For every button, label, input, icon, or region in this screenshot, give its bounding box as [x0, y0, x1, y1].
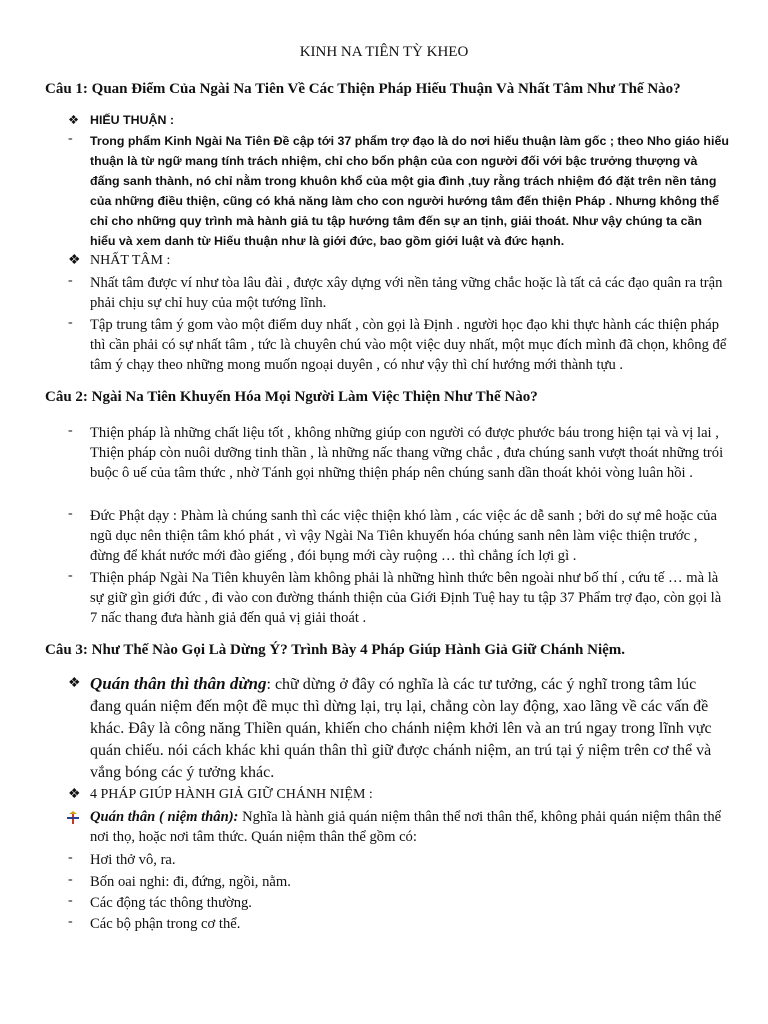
hieu-thuan-heading	[68, 110, 174, 130]
document-title: KINH NA TIÊN TỲ KHEO	[299, 44, 469, 60]
dash-bullet-icon: -	[68, 131, 73, 146]
quan-than-detail	[90, 807, 730, 847]
diamond-bullet-icon: ❖	[68, 676, 81, 691]
question-1-heading: Câu 1: Quan Điểm Của Ngài Na Tiên Về Các Thiện Pháp Hiếu Thuận Và Nhất Tâm Như Thế Nào?	[45, 81, 681, 97]
diamond-bullet-icon: ❖	[68, 787, 81, 802]
dash-bullet-icon: -	[68, 315, 73, 330]
arrow-bullet-icon	[66, 811, 80, 825]
hieu-thuan-paragraph: Trong phẩm Kinh Ngài Na Tiên Đề cập tới 37 phẩm trợ đạo là do nơi hiếu thuận làm gốc ; theo Nho giáo hiếu thuận là từ ngữ mang tính trách nhiệm, chỉ cho bổn phận của con người đối với bậc trưởng thượng và đấng sanh thành, nó chỉ nằm trong khuôn khổ của một gia đình ,tuy rằng trách nhiệm đó đặt trên nền tảng của những điều thiện, cũng có khả năng làm cho con người hướng tâm đến thiện Pháp . Nhưng không thể chỉ cho những quy trình mà hành giả tu tập hướng tâm đến sự an tịnh, giải thoát. Như vậy chúng ta cần hiểu và xem danh từ Hiếu thuận như là giới đức, bao gồm giới luật và đức hạnh.	[90, 134, 729, 248]
dash-bullet-icon: -	[68, 872, 73, 887]
question-2-heading: Câu 2: Ngài Na Tiên Khuyến Hóa Mọi Người Làm Việc Thiện Như Thế Nào?	[45, 389, 538, 405]
dash-bullet-icon: -	[68, 506, 73, 521]
dash-bullet-icon: -	[68, 423, 73, 438]
q2-paragraph-3: Thiện pháp Ngài Na Tiên khuyên làm không phải là những hình thức bên ngoài như bố thí , cứu tế … mà là sự giữ gìn giới đức , đi vào con đường thánh thiện của Giới Định Tuệ hay tu tập 37 Phẩm trợ đạo, còn gọi là 7 nấc thang đưa hành giả đến quả vị giải thoát .	[90, 570, 722, 626]
four-methods-heading	[68, 786, 373, 803]
q2-paragraph-1: Thiện pháp là những chất liệu tốt , không những giúp con người có được phước báu trong hiện tại và vị lai , Thiện pháp còn nuôi dưỡng tinh thần , là những nấc thang vững chắc , đưa chúng sanh vượt thoát những trói buộc ô uế của tâm thức , nhờ Tánh gọi những thiện pháp nên chúng sanh dần thoát khỏi vòng luân hồi .	[90, 425, 724, 481]
quan-than-detail-lead: Quán thân ( niệm thân):	[90, 809, 239, 825]
diamond-bullet-icon: ❖	[68, 113, 80, 127]
list-item: Bốn oai nghi: đi, đứng, ngồi, nằm.	[90, 874, 291, 890]
list-item: Các động tác thông thường.	[90, 895, 252, 911]
four-methods-label: 4 PHÁP GIÚP HÀNH GIẢ GIỮ CHÁNH NIỆM :	[90, 787, 373, 802]
nhat-tam-heading	[68, 252, 170, 269]
dash-bullet-icon: -	[68, 914, 73, 929]
nhat-tam-paragraph-2: Tập trung tâm ý gom vào một điểm duy nhất , còn gọi là Định . người học đạo khi thực hành các thiện pháp thì cần phải có sự nhất tâm , tức là chuyên chú vào một việc duy nhất, một mục đích mình đã chọn, không để tâm ý chạy theo những mong muốn ngoại duyên , có như vậy thì chí hướng mới thành tựu .	[90, 317, 727, 373]
nhat-tam-label: NHẤT TÂM :	[90, 253, 171, 268]
quan-than-lead: Quán thân thì thân dừng	[90, 674, 267, 693]
hieu-thuan-label: HIẾU THUẬN :	[90, 113, 174, 127]
quan-than-text: : chữ dừng ở đây có nghĩa là các tư tưởng, các ý nghĩ trong tâm lúc đang quán niệm đến một đề mục thì dừng lại, trụ lại, chẳng còn lay động, xao lãng về các vấn đề khác. Đây là công năng Thiền quán, khiến cho chánh niệm khởi lên và an trú ngay trong lĩnh vực quán chiếu. nói cách khác khi quán thân thì giữ được chánh niệm, an trú tại ý niệm trên cơ thể và vắng bóng các ý tưởng khác.	[90, 676, 712, 781]
q2-paragraph-2: Đức Phật dạy : Phàm là chúng sanh thì các việc thiện khó làm , các việc ác dễ sanh ; bởi do sự mê hoặc của ngũ dục nên thiện tâm khó phát , vì vậy Ngài Na Tiên khuyến hóa chúng sanh nên làm việc thiện trước , đừng để khát nước mới đào giếng , đói bụng mới cày ruộng … thì chẳng ích lợi gì .	[90, 508, 717, 564]
dash-bullet-icon: -	[68, 273, 73, 288]
question-3-heading: Câu 3: Như Thế Nào Gọi Là Dừng Ý? Trình Bày 4 Pháp Giúp Hành Giả Giữ Chánh Niệm.	[45, 642, 626, 658]
dash-bullet-icon: -	[68, 850, 73, 865]
list-item: Các bộ phận trong cơ thể.	[90, 916, 241, 932]
quan-than-detail-text: Nghĩa là hành giả quán niệm thân thể nơi thân thể, không phải quán niệm thân thể nơi thọ, hoặc nơi tâm thức. Quán niệm thân thể gồm có:	[90, 809, 722, 845]
diamond-bullet-icon: ❖	[68, 253, 81, 268]
list-item: Hơi thở vô, ra.	[90, 852, 176, 868]
dash-bullet-icon: -	[68, 893, 73, 908]
quan-than-paragraph	[90, 673, 730, 784]
dash-bullet-icon: -	[68, 568, 73, 583]
nhat-tam-paragraph-1: Nhất tâm được ví như tòa lâu đài , được xây dựng với nền tảng vững chắc hoặc là tất cả các đạo quân ra trận phải chịu sự chỉ huy của một tướng lĩnh.	[90, 275, 723, 311]
quan-than-bullet	[68, 675, 90, 692]
